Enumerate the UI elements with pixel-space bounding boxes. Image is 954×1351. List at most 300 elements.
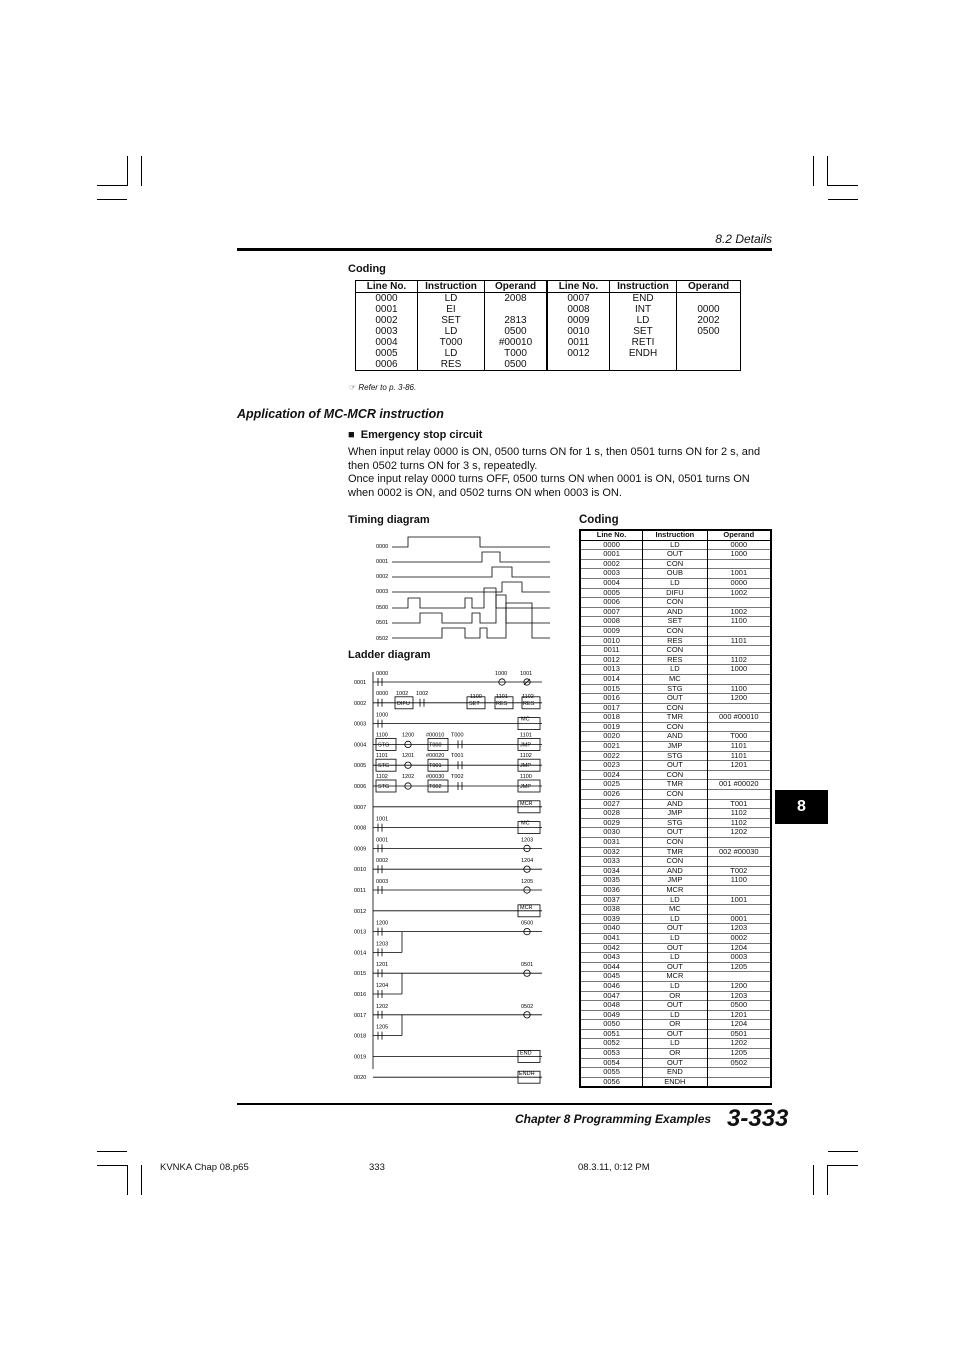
- table-cell: [707, 1077, 771, 1087]
- file-name: KVNKA Chap 08.p65: [160, 1162, 249, 1173]
- table-cell: 0012: [547, 348, 610, 359]
- table-cell: 1203: [707, 924, 771, 934]
- table-cell: 2008: [485, 293, 548, 305]
- ladder-label: 1102: [376, 774, 388, 780]
- coding-heading-right: Coding: [579, 514, 619, 526]
- crop-mark: [127, 156, 128, 186]
- table-cell: 0029: [580, 818, 643, 828]
- ladder-label: STG: [378, 742, 390, 749]
- ladder-label: #00030: [426, 774, 445, 780]
- table-cell: 001 #00020: [707, 780, 771, 790]
- table-cell: 0012: [580, 655, 643, 665]
- table-cell: [707, 790, 771, 800]
- table-cell: END: [643, 1068, 708, 1078]
- print-page: 333: [369, 1162, 385, 1173]
- column-header: Instruction: [610, 281, 677, 293]
- table-cell: 1202: [707, 1039, 771, 1049]
- table-cell: 1205: [707, 1049, 771, 1059]
- table-cell: [707, 646, 771, 656]
- table-row: [580, 713, 771, 723]
- table-row: [580, 1068, 771, 1078]
- table-cell: 0034: [580, 866, 643, 876]
- column-header: Line No.: [547, 281, 610, 293]
- table-row: [580, 626, 771, 636]
- timing-label: 0000: [376, 544, 389, 550]
- ladder-label: 0500: [521, 920, 534, 927]
- paragraph-1: When input relay 0000 is ON, 0500 turns ON for 1 s, then 0501 turns ON for 2 s, and then 0502 turns ON for 3 s, repeatedly.: [348, 446, 761, 472]
- table-cell: LD: [643, 953, 708, 963]
- table-row: [580, 933, 771, 943]
- table-cell: 0013: [580, 665, 643, 675]
- table-row: [580, 674, 771, 684]
- table-cell: #00010: [485, 337, 548, 348]
- ladder-label: 1200: [376, 920, 389, 927]
- table-cell: 0010: [547, 326, 610, 337]
- ladder-label: T001: [451, 753, 464, 760]
- crop-mark: [828, 185, 858, 186]
- line-number: 0006: [354, 784, 367, 790]
- line-number: 0018: [354, 1033, 367, 1040]
- ladder-label: 1000: [495, 671, 508, 677]
- table-cell: [707, 905, 771, 915]
- table-row: [580, 761, 771, 771]
- table-cell: 0002: [356, 315, 418, 326]
- table-cell: MCR: [643, 972, 708, 982]
- line-number: 0002: [354, 700, 367, 707]
- line-number: 0009: [354, 846, 367, 853]
- crop-mark: [97, 199, 127, 200]
- table-cell: 0003: [356, 326, 418, 337]
- table-cell: 0047: [580, 991, 643, 1001]
- table-row: [580, 809, 771, 819]
- table-cell: 0026: [580, 790, 643, 800]
- table-cell: 0052: [580, 1039, 643, 1049]
- table-cell: 0001: [580, 550, 643, 560]
- table-cell: 0000: [580, 540, 643, 550]
- table-cell: 0051: [580, 1029, 643, 1039]
- waveform-0500: [392, 588, 550, 608]
- crop-mark: [141, 156, 142, 186]
- table-cell: AND: [643, 732, 708, 742]
- ladder-label: 1204: [376, 983, 389, 989]
- table-cell: 0046: [580, 981, 643, 991]
- table-cell: CON: [643, 559, 708, 569]
- paragraph-2: Once input relay 0000 turns OFF, 0500 turns ON when 0001 is ON, 0501 turns ON when 0002 is ON, and 0502 turns ON when 0003 is ON.: [348, 473, 750, 499]
- table-cell: MCR: [643, 885, 708, 895]
- table-cell: [707, 838, 771, 848]
- table-cell: RES: [643, 655, 708, 665]
- table-cell: 0000: [677, 304, 741, 315]
- header-rule: [237, 248, 772, 251]
- table-cell: 1201: [707, 1010, 771, 1020]
- table-cell: 0015: [580, 684, 643, 694]
- table-row: [580, 924, 771, 934]
- ladder-label: MCR: [520, 904, 533, 911]
- table-cell: LD: [643, 981, 708, 991]
- waveform-0000: [392, 537, 550, 547]
- chapter-label: Chapter 8 Programming Examples: [515, 1112, 712, 1126]
- section-title: 8.2 Details: [715, 232, 772, 246]
- table-cell: 0035: [580, 876, 643, 886]
- table-cell: CON: [643, 790, 708, 800]
- bullet-icon: ■: [348, 429, 355, 441]
- table-cell: 1200: [707, 694, 771, 704]
- table-cell: 002 #00030: [707, 847, 771, 857]
- table-cell: SET: [418, 315, 485, 326]
- ladder-label: 0501: [521, 962, 534, 969]
- table-cell: 0039: [580, 914, 643, 924]
- table-cell: [677, 359, 741, 371]
- table-cell: 1203: [707, 991, 771, 1001]
- table-cell: OR: [643, 991, 708, 1001]
- ladder-label: STG: [378, 784, 390, 790]
- ladder-label: T002: [429, 784, 442, 790]
- table-cell: 0008: [547, 304, 610, 315]
- table-cell: JMP: [643, 809, 708, 819]
- table-cell: OR: [643, 1049, 708, 1059]
- table-cell: CON: [643, 703, 708, 713]
- table-cell: 0009: [547, 315, 610, 326]
- ladder-label: #00020: [426, 753, 445, 760]
- ladder-label: 1002: [396, 690, 409, 697]
- table-cell: T002: [707, 866, 771, 876]
- waveform-0003: [392, 582, 550, 592]
- column-header: Line No.: [356, 281, 418, 293]
- table-cell: 0054: [580, 1058, 643, 1068]
- table-row: [580, 665, 771, 675]
- table-cell: 1202: [707, 828, 771, 838]
- line-number: 0012: [354, 908, 367, 915]
- ladder-label: JMP: [520, 742, 531, 749]
- table-cell: RETI: [610, 337, 677, 348]
- ladder-label: 1000: [376, 712, 389, 719]
- table-cell: 0005: [356, 348, 418, 359]
- ladder-label: T000: [451, 732, 464, 739]
- ladder-diagram: [350, 664, 550, 1084]
- print-date: 08.3.11, 0:12 PM: [578, 1162, 650, 1173]
- ladder-label: 1101: [520, 732, 532, 739]
- table-cell: OUT: [643, 924, 708, 934]
- timing-title: Timing diagram: [348, 514, 430, 526]
- table-row: [356, 348, 741, 359]
- table-cell: CON: [643, 626, 708, 636]
- table-cell: 0000: [356, 293, 418, 305]
- table-cell: T000: [418, 337, 485, 348]
- ladder-label: 1102: [520, 753, 532, 760]
- table-cell: 0018: [580, 713, 643, 723]
- ladder-label: DIFU: [397, 700, 410, 707]
- table-cell: [707, 626, 771, 636]
- table-cell: INT: [610, 304, 677, 315]
- table-cell: LD: [418, 348, 485, 359]
- ladder-label: 1002: [416, 690, 429, 697]
- table-cell: [707, 674, 771, 684]
- table-cell: 1100: [707, 684, 771, 694]
- table-cell: [677, 348, 741, 359]
- table-row: [580, 578, 771, 588]
- table-cell: 0007: [547, 293, 610, 305]
- table-cell: TMR: [643, 847, 708, 857]
- table-cell: LD: [643, 895, 708, 905]
- table-cell: CON: [643, 838, 708, 848]
- table-cell: RES: [418, 359, 485, 371]
- table-cell: 0027: [580, 799, 643, 809]
- ladder-label: RES: [496, 700, 508, 707]
- crop-mark: [828, 1165, 858, 1166]
- table-row: [580, 838, 771, 848]
- table-cell: 0050: [580, 1020, 643, 1030]
- table-cell: 0009: [580, 626, 643, 636]
- ladder-label: 1001: [520, 671, 533, 677]
- table-cell: ENDH: [610, 348, 677, 359]
- table-cell: ENDH: [643, 1077, 708, 1087]
- table-row: [580, 646, 771, 656]
- ladder-label: 1205: [376, 1024, 389, 1031]
- table-cell: 1205: [707, 962, 771, 972]
- table-row: [580, 972, 771, 982]
- table-cell: JMP: [643, 876, 708, 886]
- ladder-label: JMP: [520, 784, 531, 790]
- table-cell: 1102: [707, 818, 771, 828]
- waveform-0002: [392, 567, 550, 577]
- line-number: 0017: [354, 1012, 367, 1019]
- ladder-label: 1100: [470, 693, 482, 700]
- table-cell: 1000: [707, 550, 771, 560]
- ladder-label: 1205: [521, 879, 534, 885]
- timing-label: 0001: [376, 559, 389, 565]
- table-cell: JMP: [643, 742, 708, 752]
- line-number: 0008: [354, 825, 367, 832]
- line-number: 0005: [354, 763, 367, 770]
- table-cell: 0003: [707, 953, 771, 963]
- table-row: [580, 598, 771, 608]
- ladder-label: END: [520, 1050, 532, 1057]
- table-cell: OR: [643, 1020, 708, 1030]
- ladder-label: 1201: [402, 753, 415, 760]
- timing-diagram: [372, 530, 557, 650]
- table-cell: 0011: [547, 337, 610, 348]
- table-cell: AND: [643, 866, 708, 876]
- table-cell: 0030: [580, 828, 643, 838]
- ladder-label: #00010: [426, 732, 445, 739]
- table-cell: 0055: [580, 1068, 643, 1078]
- crop-mark: [97, 185, 127, 186]
- table-cell: DIFU: [643, 588, 708, 598]
- table-cell: [677, 293, 741, 305]
- table-cell: 0501: [707, 1029, 771, 1039]
- table-cell: T000: [485, 348, 548, 359]
- table-cell: LD: [643, 540, 708, 550]
- table-cell: 1101: [707, 742, 771, 752]
- table-cell: AND: [643, 799, 708, 809]
- line-number: 0020: [354, 1075, 367, 1082]
- table-cell: OUT: [643, 550, 708, 560]
- table-cell: 0008: [580, 617, 643, 627]
- ladder-label: T002: [451, 774, 464, 780]
- table-cell: [677, 337, 741, 348]
- table-cell: SET: [643, 617, 708, 627]
- ladder-label: T001: [429, 763, 442, 770]
- table-cell: 1002: [707, 607, 771, 617]
- table-cell: 0011: [580, 646, 643, 656]
- table-row: [356, 337, 741, 348]
- table-cell: 0502: [707, 1058, 771, 1068]
- ladder-label: 1201: [376, 962, 389, 969]
- line-number: 0019: [354, 1054, 367, 1061]
- ladder-label: T000: [429, 742, 442, 749]
- table-row: [356, 304, 741, 315]
- coding-table: [579, 529, 772, 1088]
- table-row: [580, 1020, 771, 1030]
- table-cell: 1201: [707, 761, 771, 771]
- table-cell: 0024: [580, 770, 643, 780]
- table-cell: 0031: [580, 838, 643, 848]
- table-row: [580, 1077, 771, 1087]
- ladder-label: 1102: [522, 693, 534, 700]
- table-cell: 0017: [580, 703, 643, 713]
- ladder-title: Ladder diagram: [348, 649, 431, 661]
- table-cell: STG: [643, 684, 708, 694]
- table-row: [356, 315, 741, 326]
- table-cell: 0043: [580, 953, 643, 963]
- table-row: [580, 905, 771, 915]
- table-cell: OUB: [643, 569, 708, 579]
- line-number: 0007: [354, 804, 367, 811]
- ladder-label: STG: [378, 763, 390, 770]
- table-row: [580, 550, 771, 560]
- table-cell: 1002: [707, 588, 771, 598]
- table-cell: LD: [418, 293, 485, 305]
- ladder-label: ENDH: [519, 1071, 535, 1078]
- table-row: [580, 1001, 771, 1011]
- table-cell: OUT: [643, 828, 708, 838]
- crop-mark: [827, 156, 828, 186]
- ladder-label: JMP: [520, 763, 531, 770]
- table-cell: 0004: [580, 578, 643, 588]
- table-cell: [707, 972, 771, 982]
- table-cell: 0000: [707, 540, 771, 550]
- table-cell: 1001: [707, 895, 771, 905]
- section-header: [237, 231, 772, 251]
- table-cell: OUT: [643, 962, 708, 972]
- ladder-label: 0502: [521, 1003, 534, 1010]
- timing-label: 0003: [376, 589, 389, 595]
- table-row: [580, 617, 771, 627]
- table-cell: 0019: [580, 722, 643, 732]
- line-number: 0011: [354, 888, 366, 894]
- table-row: [580, 885, 771, 895]
- timing-label: 0501: [376, 620, 389, 626]
- table-cell: 0025: [580, 780, 643, 790]
- timing-label: 0002: [376, 574, 389, 580]
- table-cell: [707, 857, 771, 867]
- table-cell: 1200: [707, 981, 771, 991]
- table-cell: TMR: [643, 713, 708, 723]
- table-cell: TMR: [643, 780, 708, 790]
- crop-mark: [127, 1165, 128, 1195]
- timing-label: 0500: [376, 605, 389, 611]
- table-cell: 1000: [707, 665, 771, 675]
- table-cell: STG: [643, 818, 708, 828]
- ladder-label: 1204: [521, 858, 534, 865]
- ladder-label: 1101: [496, 693, 508, 700]
- table-cell: 1102: [707, 655, 771, 665]
- table-cell: 1100: [707, 617, 771, 627]
- timing-label: 0502: [376, 636, 389, 642]
- table-cell: 0038: [580, 905, 643, 915]
- coding-table-right: [579, 529, 772, 1088]
- table-cell: LD: [418, 326, 485, 337]
- table-cell: SET: [610, 326, 677, 337]
- table-cell: 1001: [707, 569, 771, 579]
- table-cell: 0010: [580, 636, 643, 646]
- crop-mark: [813, 1165, 814, 1195]
- ladder-label: 1100: [376, 732, 388, 739]
- table-cell: LD: [643, 914, 708, 924]
- table-cell: 0032: [580, 847, 643, 857]
- table-cell: 0037: [580, 895, 643, 905]
- ladder-label: 0002: [376, 858, 389, 865]
- ladder-label: 0000: [376, 690, 389, 697]
- table-cell: CON: [643, 770, 708, 780]
- table-cell: LD: [643, 578, 708, 588]
- table-row: [580, 981, 771, 991]
- table-cell: OUT: [643, 694, 708, 704]
- table-row: [356, 326, 741, 337]
- line-number: 0003: [354, 721, 367, 728]
- table-cell: T000: [707, 732, 771, 742]
- ladder-label: MC: [521, 820, 530, 827]
- table-cell: [707, 1068, 771, 1078]
- table-cell: 0005: [580, 588, 643, 598]
- table-cell: LD: [610, 315, 677, 326]
- table-row: [580, 742, 771, 752]
- line-number: 0001: [354, 680, 367, 686]
- table-cell: 0045: [580, 972, 643, 982]
- table-cell: 0028: [580, 809, 643, 819]
- ladder-label: 1200: [402, 732, 415, 739]
- line-number: 0013: [354, 929, 367, 936]
- table-cell: 0020: [580, 732, 643, 742]
- table-cell: 0014: [580, 674, 643, 684]
- ladder-label: 1203: [521, 837, 534, 844]
- table-cell: AND: [643, 607, 708, 617]
- application-title: Application of MC-MCR instruction: [237, 407, 444, 421]
- table-row: [580, 1049, 771, 1059]
- table-row: [580, 790, 771, 800]
- table-row: [356, 293, 741, 305]
- line-number: 0010: [354, 867, 367, 874]
- table-cell: 0033: [580, 857, 643, 867]
- crop-mark: [97, 1165, 127, 1166]
- table-cell: 0053: [580, 1049, 643, 1059]
- table-cell: OUT: [643, 761, 708, 771]
- crop-mark: [141, 1165, 142, 1195]
- ladder-label: 1203: [376, 941, 389, 948]
- subhead-text: Emergency stop circuit: [360, 429, 483, 441]
- ladder-label: RES: [523, 700, 535, 707]
- ladder-label: 0001: [376, 837, 389, 844]
- column-header: Instruction: [643, 530, 708, 540]
- table-cell: 0500: [485, 359, 548, 371]
- table-cell: LD: [643, 1010, 708, 1020]
- ladder-label: 1101: [376, 753, 388, 760]
- table-cell: 0023: [580, 761, 643, 771]
- crop-mark: [97, 1151, 127, 1152]
- ladder-label: 1202: [402, 774, 415, 780]
- page-number: 3-333: [727, 1105, 789, 1132]
- ladder-label: 1001: [376, 816, 389, 823]
